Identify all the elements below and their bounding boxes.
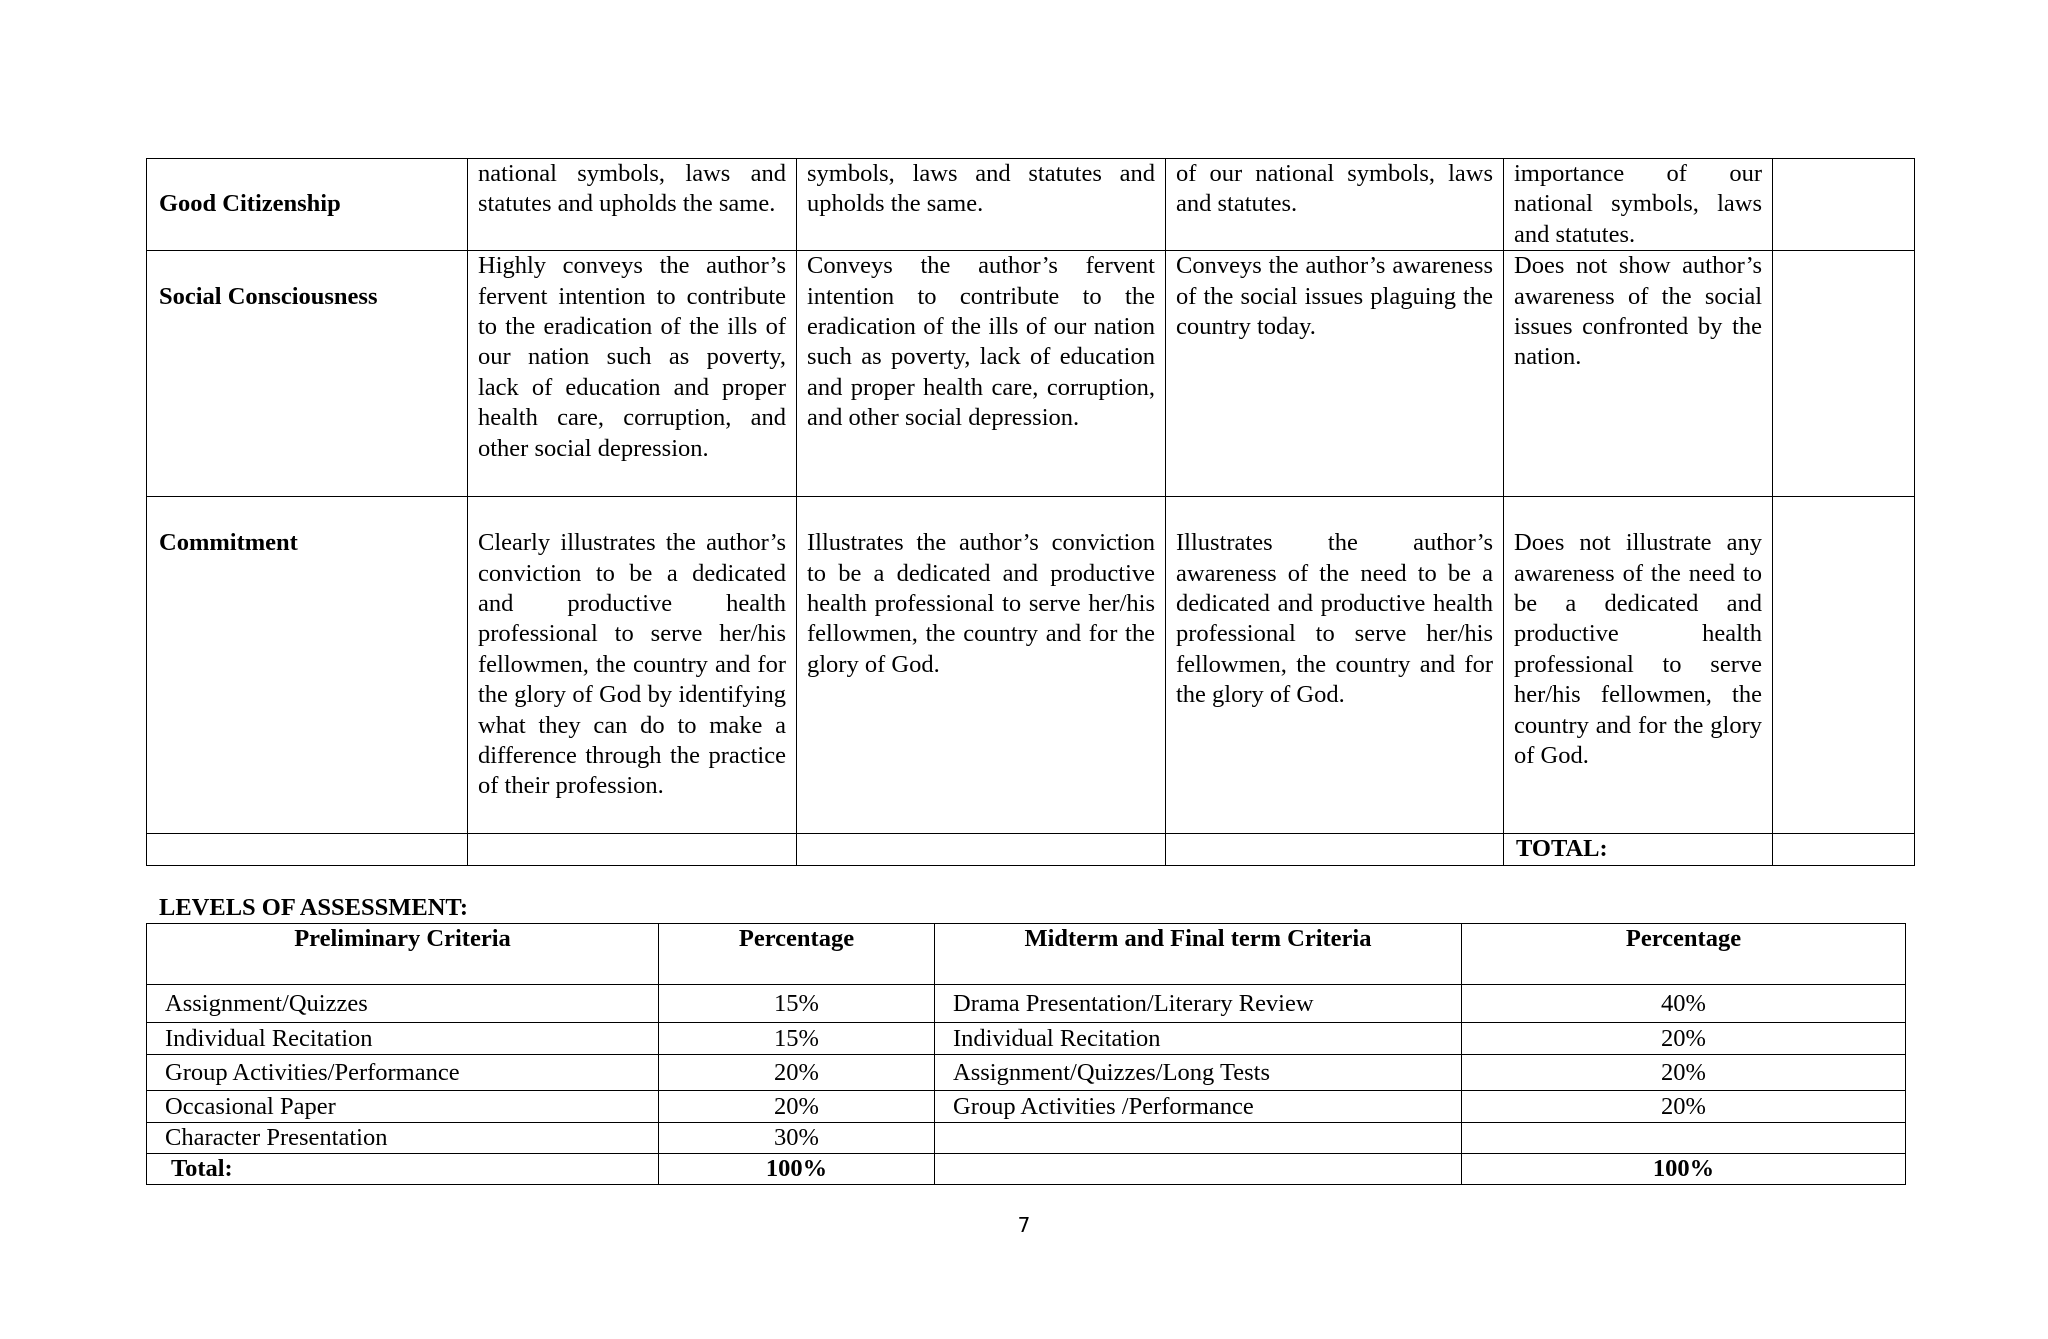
rubric-cell: symbols, laws and statutes and upholds the same. [797,159,1166,251]
header-percentage: Percentage [1462,924,1906,985]
preliminary-criterion: Individual Recitation [147,1023,659,1055]
midterm-criterion: Drama Presentation/Literary Review [935,985,1462,1023]
empty-cell [468,834,797,865]
criterion-label: Commitment [147,497,468,834]
preliminary-percentage: 20% [659,1055,935,1091]
midterm-criterion [935,1123,1462,1154]
table-row [147,1091,1906,1123]
rubric-cell: Conveys the author’s awareness of the social issues plaguing the country today. [1166,251,1504,497]
preliminary-criterion: Assignment/Quizzes [147,985,659,1023]
table-row [147,985,1906,1023]
total-label: Total: [147,1154,659,1185]
rubric-cell: Does not illustrate any awareness of the need to be a dedicated and productive health professional to serve her/his fellowmen, the country and for the glory of God. [1504,497,1773,834]
score-cell [1773,159,1915,251]
rubric-cell: national symbols, laws and statutes and upholds the same. [468,159,797,251]
criterion-label: Social Consciousness [147,251,468,497]
score-cell [1773,497,1915,834]
total-label: TOTAL: [1504,834,1773,865]
levels-of-assessment-title: LEVELS OF ASSESSMENT: [159,894,469,921]
rubric-row-good-citizenship [147,159,1915,251]
empty-cell [147,834,468,865]
midterm-criterion: Assignment/Quizzes/Long Tests [935,1055,1462,1091]
assessment-header-row [147,924,1906,985]
midterm-percentage: 40% [1462,985,1906,1023]
rubric-cell: Highly conveys the author’s fervent intention to contribute to the eradication of the ills of our nation such as poverty, lack of education and proper health care, corruption, and other social depression. [468,251,797,497]
page-number: 7 [1017,1213,1031,1237]
preliminary-total-percentage: 100% [659,1154,935,1185]
preliminary-criterion: Group Activities/Performance [147,1055,659,1091]
header-midterm-final-criteria: Midterm and Final term Criteria [935,924,1462,985]
rubric-row-commitment [147,497,1915,834]
midterm-percentage: 20% [1462,1091,1906,1123]
rubric-cell: Illustrates the author’s conviction to be a dedicated and productive health professional to serve her/his fellowmen, the country and for the glory of God. [797,497,1166,834]
midterm-total-percentage: 100% [1462,1154,1906,1185]
preliminary-criterion: Character Presentation [147,1123,659,1154]
preliminary-percentage: 30% [659,1123,935,1154]
rubric-total-row [147,834,1915,865]
rubric-cell: Conveys the author’s fervent intention to contribute to the eradication of the ills of our nation such as poverty, lack of education and proper health care, corruption, and other social depression. [797,251,1166,497]
rubric-row-social-consciousness [147,251,1915,497]
header-preliminary-criteria: Preliminary Criteria [147,924,659,985]
preliminary-percentage: 15% [659,1023,935,1055]
levels-of-assessment-table [146,923,1906,1185]
midterm-percentage [1462,1123,1906,1154]
table-row [147,1123,1906,1154]
header-percentage: Percentage [659,924,935,985]
empty-cell [1166,834,1504,865]
preliminary-percentage: 15% [659,985,935,1023]
rubric-cell: Does not show author’s awareness of the social issues confronted by the nation. [1504,251,1773,497]
empty-cell [935,1154,1462,1185]
midterm-criterion: Individual Recitation [935,1023,1462,1055]
assessment-total-row [147,1154,1906,1185]
rubric-table [146,158,1915,866]
empty-cell [797,834,1166,865]
midterm-percentage: 20% [1462,1023,1906,1055]
rubric-cell: importance of our national symbols, laws and statutes. [1504,159,1773,251]
rubric-cell: of our national symbols, laws and statutes. [1166,159,1504,251]
midterm-percentage: 20% [1462,1055,1906,1091]
total-score-cell [1773,834,1915,865]
preliminary-criterion: Occasional Paper [147,1091,659,1123]
midterm-criterion: Group Activities /Performance [935,1091,1462,1123]
rubric-cell: Clearly illustrates the author’s conviction to be a dedicated and productive health professional to serve her/his fellowmen, the country and for the glory of God by identifying what they can do to make a difference through the practice of their profession. [468,497,797,834]
criterion-label: Good Citizenship [147,159,468,251]
rubric-cell: Illustrates the author’s awareness of the need to be a dedicated and productive health professional to serve her/his fellowmen, the country and for the glory of God. [1166,497,1504,834]
score-cell [1773,251,1915,497]
table-row [147,1055,1906,1091]
table-row [147,1023,1906,1055]
preliminary-percentage: 20% [659,1091,935,1123]
